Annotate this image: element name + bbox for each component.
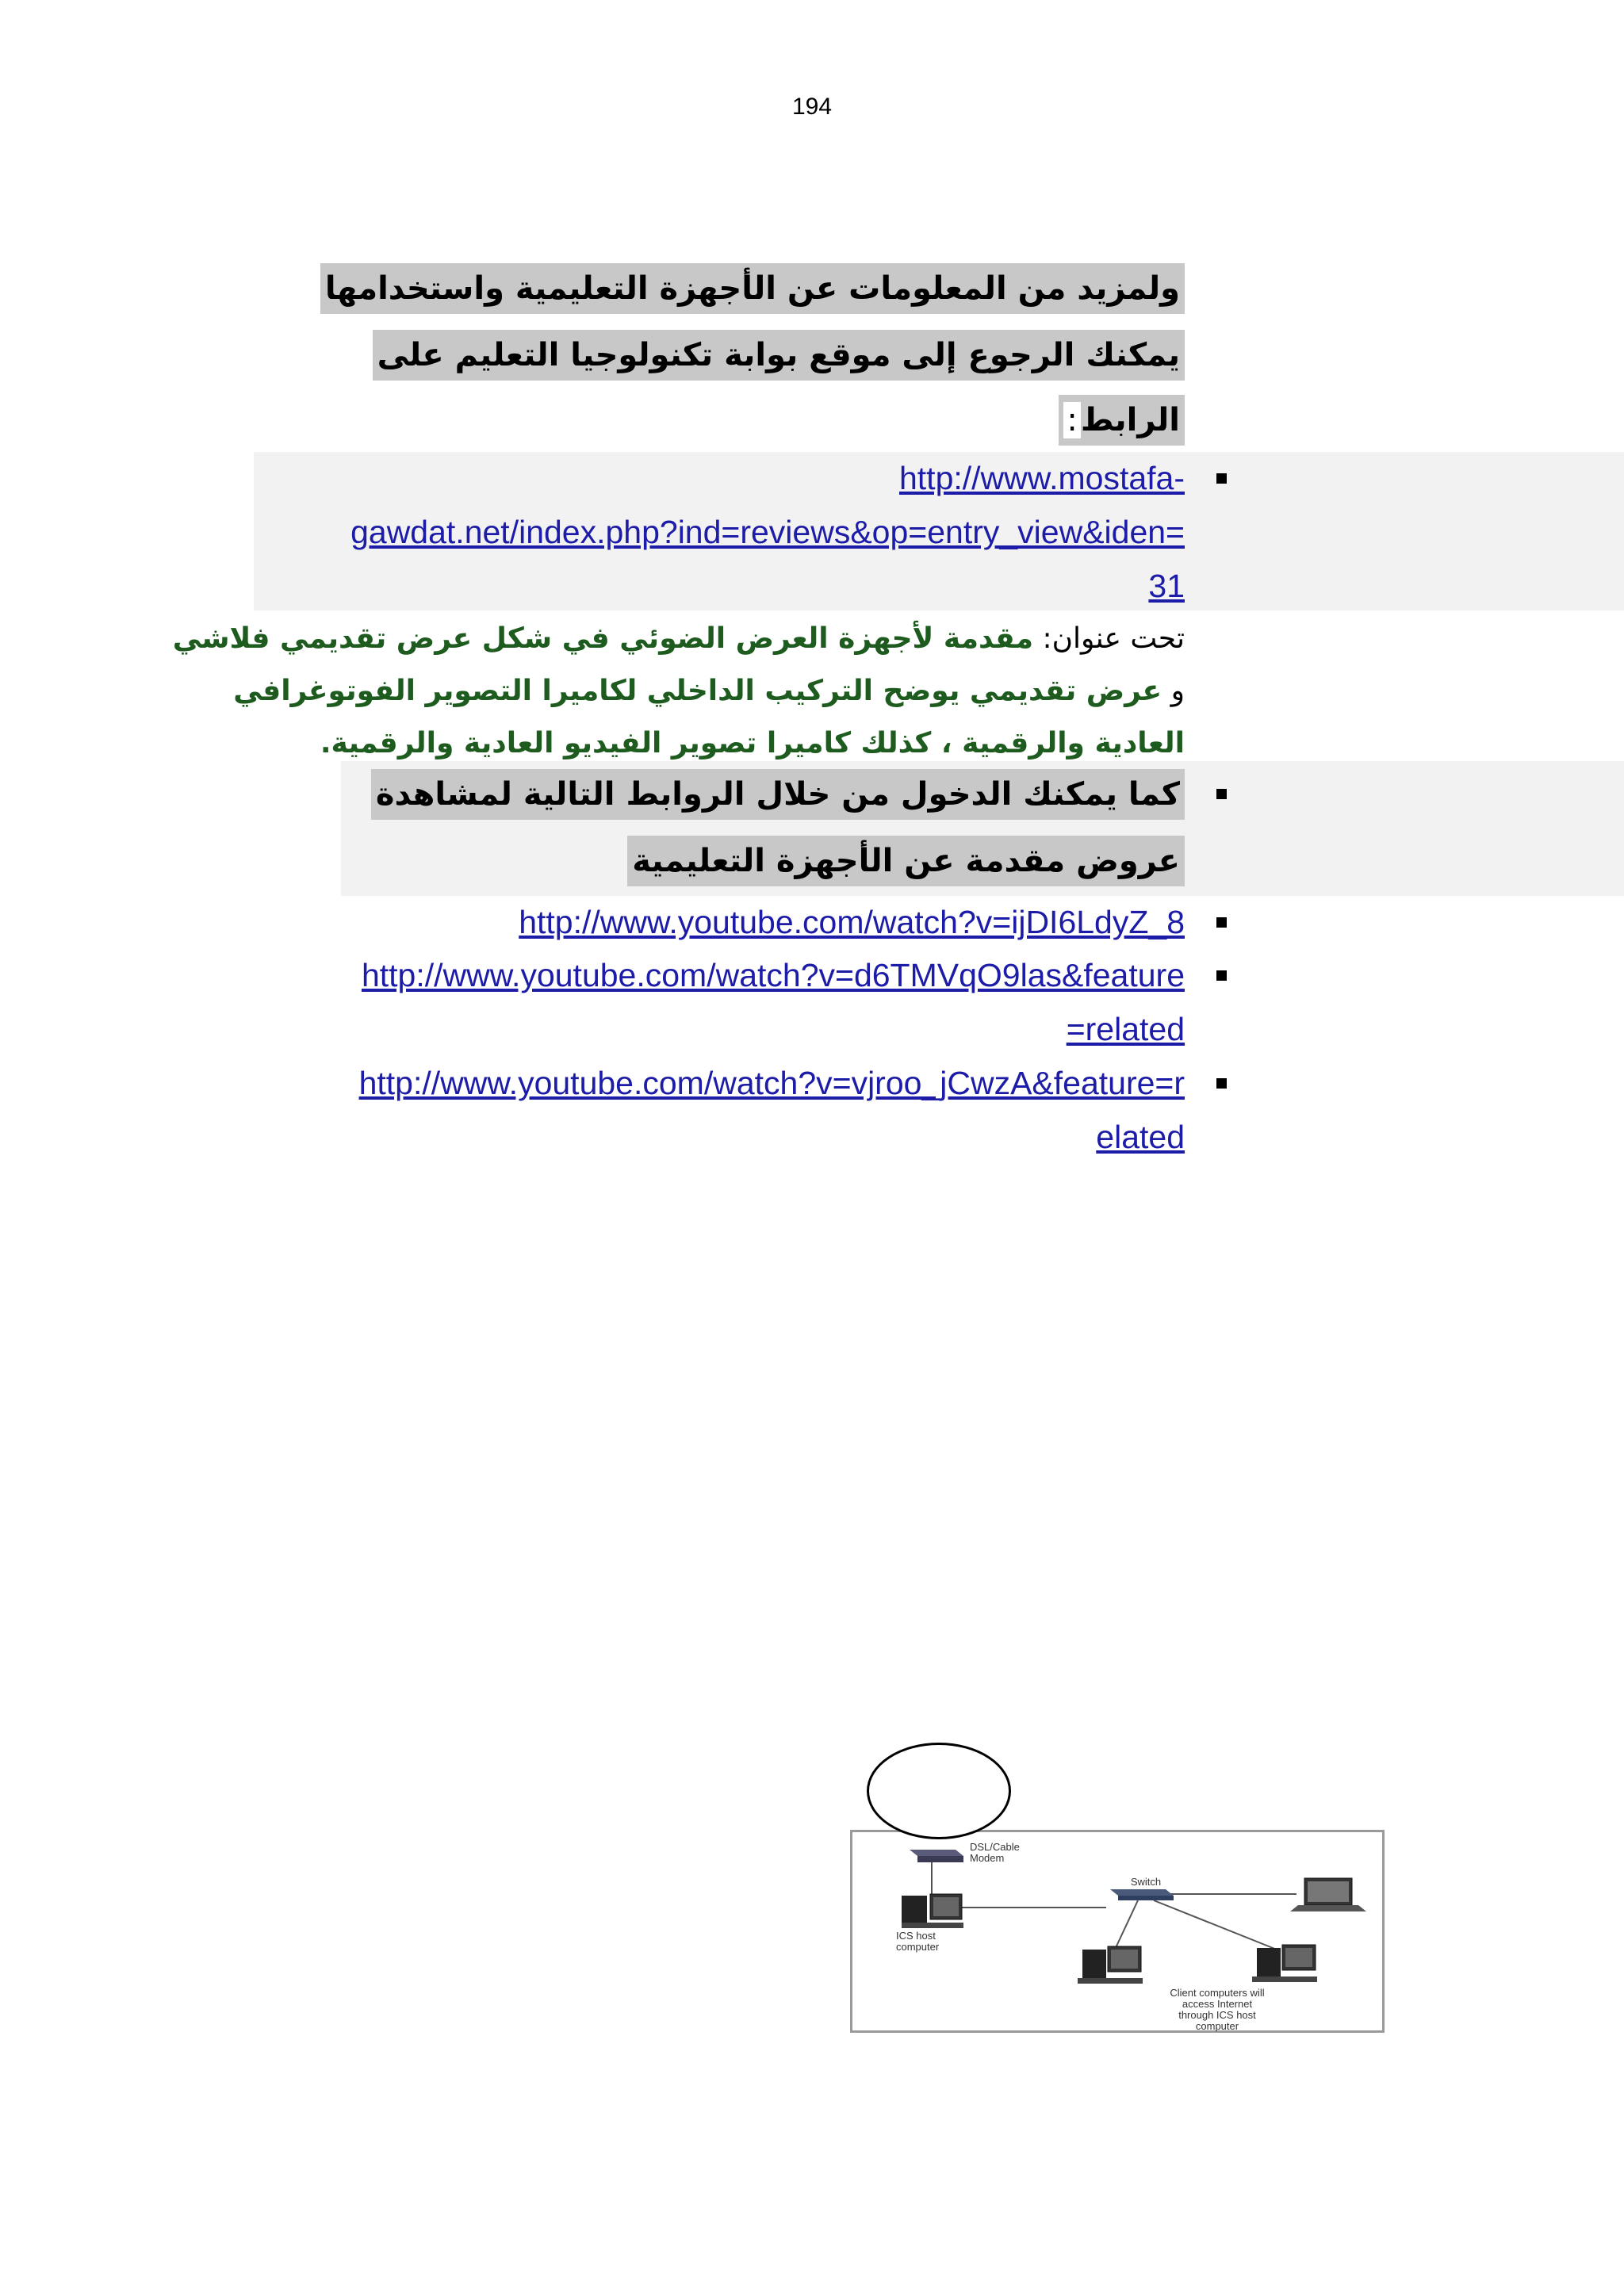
link-youtube-2-line-2[interactable]: =related	[1066, 1011, 1185, 1047]
description-text-2: عرض تقديمي يوضح التركيب الداخلي لكاميرا التصوير الفوتوغرافي	[233, 675, 1162, 707]
description-line-3	[320, 717, 1185, 771]
heading-line-2	[373, 330, 1185, 381]
bullet-subheading	[1216, 789, 1227, 799]
host-label: ICS host computer	[896, 1930, 940, 1953]
description-line-2	[233, 664, 1185, 718]
line-switch-client-1	[1114, 1900, 1138, 1951]
heading-text-3: الرابط	[1080, 402, 1180, 438]
description-label: تحت عنوان:	[1042, 622, 1185, 655]
heading-line-1	[320, 263, 1185, 314]
line-switch-client-2	[1154, 1900, 1281, 1951]
modem-label: DSL/Cable Modem	[970, 1841, 1020, 1864]
link-youtube-2-line-1[interactable]: http://www.youtube.com/watch?v=d6TMVqO9las&feature	[361, 957, 1185, 993]
callout-ellipse	[867, 1743, 1011, 1839]
subheading-text-2: عروض مقدمة عن الأجهزة التعليمية	[632, 843, 1180, 879]
client-computer-2-icon	[1252, 1945, 1317, 1982]
description-conj: و	[1170, 675, 1185, 707]
description-text-1: مقدمة لأجهزة العرض الضوئي في شكل عرض تقديمي فلاشي	[172, 622, 1033, 655]
description-line-1	[173, 612, 1185, 666]
clients-label: Client computers will access Internet through ICS host computer	[1170, 1987, 1265, 2032]
bullet-youtube-3	[1216, 1078, 1227, 1089]
bullet-youtube-2	[1216, 970, 1227, 981]
modem-icon	[910, 1850, 963, 1862]
link-youtube-3-line-1[interactable]: http://www.youtube.com/watch?v=vjroo_jCwzA&feature=r	[358, 1065, 1185, 1101]
subheading-line-1	[371, 769, 1185, 820]
network-diagram	[850, 1830, 1385, 2033]
subheading-text-1: كما يمكنك الدخول من خلال الروابط التالية لمشاهدة	[375, 776, 1180, 813]
link-mostafa-gawdat-line-3[interactable]: 31	[1148, 568, 1185, 604]
client-computer-1-icon	[1078, 1946, 1143, 1984]
bullet-youtube-1	[1216, 917, 1227, 928]
subheading-line-2	[627, 836, 1185, 886]
link-mostafa-gawdat-line-2[interactable]: gawdat.net/index.php?ind=reviews&op=entry_view&iden=	[350, 514, 1185, 550]
link-youtube-1[interactable]: http://www.youtube.com/watch?v=ijDI6LdyZ_8	[519, 904, 1185, 940]
heading-text-2: يمكنك الرجوع إلى موقع بوابة تكنولوجيا التعليم على	[377, 337, 1180, 373]
heading-text-1: ولمزيد من المعلومات عن الأجهزة التعليمية واستخدامها	[324, 270, 1180, 307]
link-youtube-3-line-2[interactable]: elated	[1096, 1119, 1185, 1155]
heading-colon: :	[1063, 402, 1080, 438]
bullet-link-1	[1216, 473, 1227, 484]
link-mostafa-gawdat-line-1[interactable]: http://www.mostafa-	[898, 460, 1185, 496]
heading-line-3	[1059, 395, 1185, 446]
host-computer-icon	[902, 1894, 963, 1928]
laptop-icon	[1290, 1878, 1366, 1911]
switch-icon	[1110, 1889, 1174, 1900]
page-number: 194	[791, 94, 833, 120]
description-text-3: العادية والرقمية ، كذلك كاميرا تصوير الفيديو العادية والرقمية.	[320, 727, 1185, 760]
switch-label: Switch	[1130, 1876, 1162, 1888]
